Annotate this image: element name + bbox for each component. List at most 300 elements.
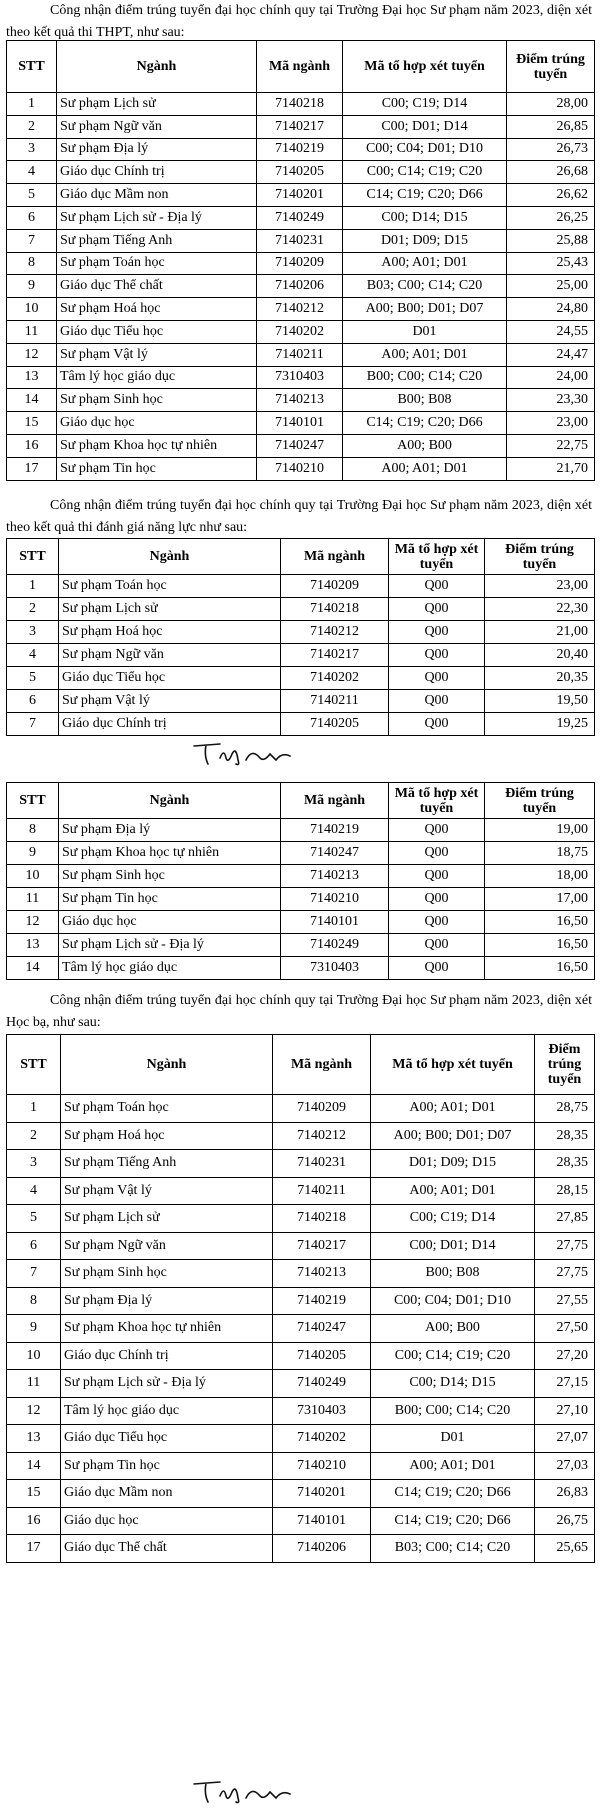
cell-ma-nganh: 7140249 [281, 934, 389, 957]
cell-stt: 10 [7, 1342, 61, 1370]
cell-diem: 26,62 [507, 184, 595, 207]
cell-stt: 1 [7, 93, 57, 116]
table-row [7, 575, 595, 598]
cell-nganh: Sư phạm Toán học [57, 252, 257, 275]
cell-diem: 27,15 [535, 1370, 595, 1398]
cell-stt: 11 [7, 1370, 61, 1398]
cell-stt: 2 [7, 1122, 61, 1150]
cell-ma-nganh: 7140205 [273, 1342, 371, 1370]
cell-ma-nganh: 7140201 [257, 184, 343, 207]
cell-nganh: Sư phạm Sinh học [57, 389, 257, 412]
cell-ma-nganh: 7140213 [273, 1260, 371, 1288]
cell-stt: 11 [7, 888, 59, 911]
cell-stt: 16 [7, 1507, 61, 1535]
header-ma-to-hop: Mã tổ hợp xét tuyển [389, 539, 485, 575]
cell-diem: 28,35 [535, 1150, 595, 1178]
cell-diem: 17,00 [485, 888, 595, 911]
cell-diem: 16,50 [485, 934, 595, 957]
cell-ma-nganh: 7140202 [257, 320, 343, 343]
cell-nganh: Sư phạm Lịch sử - Địa lý [57, 206, 257, 229]
cell-diem: 26,75 [535, 1507, 595, 1535]
cell-stt: 6 [7, 1232, 61, 1260]
cell-ma-to-hop: Q00 [389, 842, 485, 865]
cell-diem: 23,30 [507, 389, 595, 412]
cell-ma-to-hop: C14; C19; C20; D66 [343, 184, 507, 207]
cell-nganh: Sư phạm Sinh học [61, 1260, 273, 1288]
cell-stt: 10 [7, 298, 57, 321]
cell-ma-to-hop: C00; D14; D15 [343, 206, 507, 229]
cell-ma-nganh: 7140218 [257, 93, 343, 116]
cell-ma-to-hop: A00; A01; D01 [343, 343, 507, 366]
cell-diem: 26,85 [507, 115, 595, 138]
table-row [7, 1397, 595, 1425]
table-row [7, 1177, 595, 1205]
cell-diem: 26,73 [507, 138, 595, 161]
cell-stt: 8 [7, 819, 59, 842]
table-row [7, 1480, 595, 1508]
cell-ma-nganh: 7140247 [281, 842, 389, 865]
table-row [7, 1260, 595, 1288]
cell-ma-nganh: 7140219 [273, 1287, 371, 1315]
cell-diem: 19,50 [485, 690, 595, 713]
header-ma-nganh: Mã ngành [281, 539, 389, 575]
table-row [7, 93, 595, 116]
header-diem: Điểm trúng tuyển [507, 41, 595, 93]
cell-ma-nganh: 7140210 [281, 888, 389, 911]
cell-ma-nganh: 7140217 [273, 1232, 371, 1260]
cell-stt: 8 [7, 252, 57, 275]
intro-thpt: Công nhận điểm trúng tuyển đại học chính quy tại Trường Đại học Sư phạm năm 2023, diện xét theo kết quả thi THPT, như sau: [6, 3, 592, 40]
header-stt: STT [7, 783, 59, 819]
cell-diem: 28,75 [535, 1095, 595, 1123]
cell-diem: 19,25 [485, 713, 595, 736]
cell-diem: 24,47 [507, 343, 595, 366]
cell-stt: 4 [7, 161, 57, 184]
cell-diem: 28,35 [535, 1122, 595, 1150]
table-row [7, 275, 595, 298]
cell-ma-nganh: 7140101 [257, 412, 343, 435]
cell-ma-nganh: 7140212 [273, 1122, 371, 1150]
table-row [7, 138, 595, 161]
cell-ma-nganh: 7140217 [281, 644, 389, 667]
cell-diem: 20,35 [485, 667, 595, 690]
cell-nganh: Sư phạm Tiếng Anh [57, 229, 257, 252]
cell-ma-to-hop: C00; C04; D01; D10 [371, 1287, 535, 1315]
cell-ma-nganh: 7140205 [257, 161, 343, 184]
cell-ma-nganh: 7140213 [281, 865, 389, 888]
cell-ma-nganh: 7140212 [257, 298, 343, 321]
cell-nganh: Sư phạm Ngữ văn [59, 644, 281, 667]
cell-ma-to-hop: B03; C00; C14; C20 [371, 1535, 535, 1563]
cell-ma-to-hop: B00; B08 [343, 389, 507, 412]
cell-nganh: Sư phạm Vật lý [59, 690, 281, 713]
cell-nganh: Sư phạm Tin học [61, 1452, 273, 1480]
table-row [7, 621, 595, 644]
cell-ma-to-hop: C00; C19; D14 [371, 1205, 535, 1233]
cell-ma-nganh: 7140231 [273, 1150, 371, 1178]
cell-ma-to-hop: C14; C19; C20; D66 [343, 412, 507, 435]
cell-diem: 25,88 [507, 229, 595, 252]
cell-nganh: Giáo dục Thể chất [61, 1535, 273, 1563]
cell-diem: 27,75 [535, 1232, 595, 1260]
cell-stt: 13 [7, 1425, 61, 1453]
cell-ma-nganh: 7140247 [273, 1315, 371, 1343]
cell-ma-to-hop: Q00 [389, 713, 485, 736]
cell-ma-nganh: 7140206 [273, 1535, 371, 1563]
signature [190, 1776, 300, 1806]
cell-nganh: Sư phạm Ngữ văn [61, 1232, 273, 1260]
cell-diem: 18,75 [485, 842, 595, 865]
cell-ma-to-hop: A00; B00 [371, 1315, 535, 1343]
table-row [7, 343, 595, 366]
cell-stt: 6 [7, 206, 57, 229]
signature [190, 738, 300, 768]
table-row [7, 911, 595, 934]
table-row [7, 667, 595, 690]
cell-stt: 5 [7, 667, 59, 690]
table-row [7, 320, 595, 343]
cell-stt: 14 [7, 1452, 61, 1480]
table-row [7, 1535, 595, 1563]
table-hocba [6, 1034, 595, 1563]
cell-nganh: Sư phạm Hoá học [57, 298, 257, 321]
cell-nganh: Tâm lý học giáo dục [57, 366, 257, 389]
header-diem: Điểm trúng tuyển [485, 539, 595, 575]
cell-diem: 25,43 [507, 252, 595, 275]
cell-ma-to-hop: C00; C14; C19; C20 [371, 1342, 535, 1370]
cell-ma-to-hop: A00; A01; D01 [343, 252, 507, 275]
cell-diem: 24,55 [507, 320, 595, 343]
table-row [7, 412, 595, 435]
cell-diem: 27,75 [535, 1260, 595, 1288]
cell-ma-nganh: 7310403 [257, 366, 343, 389]
intro-hocba: Công nhận điểm trúng tuyển đại học chính quy tại Trường Đại học Sư phạm năm 2023, diện xét Học bạ, như sau: [6, 993, 592, 1030]
cell-diem: 26,83 [535, 1480, 595, 1508]
table-dgnl-continued [6, 782, 595, 980]
table-row [7, 934, 595, 957]
cell-ma-to-hop: C00; D01; D14 [343, 115, 507, 138]
cell-ma-to-hop: B00; C00; C14; C20 [371, 1397, 535, 1425]
cell-stt: 12 [7, 1397, 61, 1425]
cell-diem: 24,00 [507, 366, 595, 389]
cell-diem: 18,00 [485, 865, 595, 888]
cell-ma-nganh: 7140218 [281, 598, 389, 621]
cell-nganh: Sư phạm Lịch sử - Địa lý [61, 1370, 273, 1398]
table-row [7, 865, 595, 888]
cell-stt: 12 [7, 911, 59, 934]
header-ma-to-hop: Mã tổ hợp xét tuyển [343, 41, 507, 93]
table-row [7, 819, 595, 842]
cell-ma-nganh: 7140205 [281, 713, 389, 736]
cell-ma-nganh: 7140209 [281, 575, 389, 598]
cell-nganh: Giáo dục Mầm non [57, 184, 257, 207]
cell-diem: 16,50 [485, 911, 595, 934]
table-row [7, 842, 595, 865]
cell-ma-to-hop: Q00 [389, 865, 485, 888]
table-row [7, 252, 595, 275]
cell-ma-to-hop: D01 [343, 320, 507, 343]
cell-nganh: Sư phạm Hoá học [59, 621, 281, 644]
cell-ma-nganh: 7140210 [273, 1452, 371, 1480]
table-row [7, 1205, 595, 1233]
cell-ma-to-hop: A00; B00 [343, 434, 507, 457]
cell-stt: 14 [7, 389, 57, 412]
cell-ma-to-hop: C14; C19; C20; D66 [371, 1480, 535, 1508]
cell-diem: 27,85 [535, 1205, 595, 1233]
cell-nganh: Giáo dục Chính trị [59, 713, 281, 736]
cell-ma-nganh: 7140217 [257, 115, 343, 138]
cell-ma-to-hop: Q00 [389, 819, 485, 842]
cell-nganh: Sư phạm Địa lý [61, 1287, 273, 1315]
cell-ma-to-hop: Q00 [389, 888, 485, 911]
cell-ma-to-hop: Q00 [389, 575, 485, 598]
cell-diem: 27,10 [535, 1397, 595, 1425]
cell-stt: 9 [7, 1315, 61, 1343]
table-row [7, 1342, 595, 1370]
cell-ma-nganh: 7140211 [281, 690, 389, 713]
cell-ma-nganh: 7140209 [273, 1095, 371, 1123]
cell-stt: 13 [7, 366, 57, 389]
cell-stt: 12 [7, 343, 57, 366]
cell-ma-to-hop: Q00 [389, 667, 485, 690]
cell-nganh: Sư phạm Ngữ văn [57, 115, 257, 138]
header-stt: STT [7, 41, 57, 93]
cell-diem: 22,75 [507, 434, 595, 457]
cell-stt: 2 [7, 115, 57, 138]
table-row [7, 229, 595, 252]
table-row [7, 206, 595, 229]
cell-diem: 26,68 [507, 161, 595, 184]
cell-diem: 25,00 [507, 275, 595, 298]
cell-ma-to-hop: Q00 [389, 690, 485, 713]
cell-ma-to-hop: B00; C00; C14; C20 [343, 366, 507, 389]
cell-stt: 11 [7, 320, 57, 343]
cell-ma-to-hop: Q00 [389, 644, 485, 667]
cell-ma-nganh: 7140231 [257, 229, 343, 252]
cell-diem: 16,50 [485, 957, 595, 980]
cell-nganh: Sư phạm Khoa học tự nhiên [59, 842, 281, 865]
header-diem: Điểm trúng tuyển [535, 1035, 595, 1095]
cell-ma-to-hop: C00; C19; D14 [343, 93, 507, 116]
table-row [7, 1287, 595, 1315]
cell-ma-to-hop: C00; D01; D14 [371, 1232, 535, 1260]
cell-ma-nganh: 7140209 [257, 252, 343, 275]
cell-nganh: Sư phạm Vật lý [57, 343, 257, 366]
cell-diem: 24,80 [507, 298, 595, 321]
cell-stt: 7 [7, 229, 57, 252]
cell-stt: 5 [7, 1205, 61, 1233]
cell-nganh: Sư phạm Tiếng Anh [61, 1150, 273, 1178]
cell-diem: 28,00 [507, 93, 595, 116]
table-row [7, 434, 595, 457]
table-row [7, 957, 595, 980]
table-row [7, 457, 595, 480]
cell-nganh: Sư phạm Địa lý [57, 138, 257, 161]
table-row [7, 644, 595, 667]
cell-ma-to-hop: A00; A01; D01 [371, 1452, 535, 1480]
cell-diem: 27,03 [535, 1452, 595, 1480]
cell-ma-to-hop: A00; B00; D01; D07 [371, 1122, 535, 1150]
table-row [7, 690, 595, 713]
cell-diem: 21,70 [507, 457, 595, 480]
cell-nganh: Sư phạm Lịch sử - Địa lý [59, 934, 281, 957]
cell-ma-to-hop: Q00 [389, 621, 485, 644]
cell-stt: 2 [7, 598, 59, 621]
cell-diem: 21,00 [485, 621, 595, 644]
cell-ma-nganh: 7140202 [273, 1425, 371, 1453]
cell-stt: 17 [7, 457, 57, 480]
header-nganh: Ngành [61, 1035, 273, 1095]
cell-ma-to-hop: D01 [371, 1425, 535, 1453]
cell-ma-to-hop: Q00 [389, 934, 485, 957]
table-row [7, 888, 595, 911]
cell-nganh: Sư phạm Lịch sử [61, 1205, 273, 1233]
cell-nganh: Sư phạm Lịch sử [57, 93, 257, 116]
table-row [7, 598, 595, 621]
cell-nganh: Sư phạm Sinh học [59, 865, 281, 888]
cell-stt: 14 [7, 957, 59, 980]
cell-diem: 19,00 [485, 819, 595, 842]
cell-ma-nganh: 7310403 [273, 1397, 371, 1425]
cell-stt: 3 [7, 138, 57, 161]
table-row [7, 1122, 595, 1150]
table-row [7, 298, 595, 321]
cell-ma-nganh: 7310403 [281, 957, 389, 980]
cell-stt: 6 [7, 690, 59, 713]
cell-ma-nganh: 7140201 [273, 1480, 371, 1508]
cell-ma-nganh: 7140247 [257, 434, 343, 457]
cell-ma-nganh: 7140212 [281, 621, 389, 644]
header-nganh: Ngành [59, 539, 281, 575]
table-row [7, 366, 595, 389]
cell-nganh: Sư phạm Hoá học [61, 1122, 273, 1150]
cell-nganh: Giáo dục Thể chất [57, 275, 257, 298]
cell-stt: 16 [7, 434, 57, 457]
table-thpt [6, 40, 595, 481]
cell-nganh: Sư phạm Toán học [59, 575, 281, 598]
cell-stt: 4 [7, 644, 59, 667]
table-row [7, 1095, 595, 1123]
cell-ma-nganh: 7140101 [281, 911, 389, 934]
table-row [7, 1232, 595, 1260]
cell-stt: 15 [7, 1480, 61, 1508]
cell-nganh: Sư phạm Địa lý [59, 819, 281, 842]
cell-diem: 22,30 [485, 598, 595, 621]
cell-stt: 8 [7, 1287, 61, 1315]
cell-ma-nganh: 7140249 [257, 206, 343, 229]
table-row [7, 184, 595, 207]
header-diem: Điểm trúng tuyển [485, 783, 595, 819]
table-row [7, 1425, 595, 1453]
cell-stt: 7 [7, 1260, 61, 1288]
cell-nganh: Sư phạm Tin học [57, 457, 257, 480]
table-row [7, 161, 595, 184]
cell-stt: 5 [7, 184, 57, 207]
table-row [7, 1507, 595, 1535]
cell-stt: 9 [7, 842, 59, 865]
cell-ma-to-hop: A00; A01; D01 [371, 1177, 535, 1205]
cell-ma-nganh: 7140218 [273, 1205, 371, 1233]
cell-nganh: Tâm lý học giáo dục [59, 957, 281, 980]
cell-nganh: Tâm lý học giáo dục [61, 1397, 273, 1425]
cell-ma-to-hop: Q00 [389, 957, 485, 980]
cell-stt: 10 [7, 865, 59, 888]
intro-dgnl: Công nhận điểm trúng tuyển đại học chính quy tại Trường Đại học Sư phạm năm 2023, diện xét theo kết quả thi đánh giá năng lực như sau: [6, 498, 592, 535]
cell-ma-to-hop: C00; D14; D15 [371, 1370, 535, 1398]
cell-nganh: Sư phạm Vật lý [61, 1177, 273, 1205]
cell-ma-to-hop: C00; C14; C19; C20 [343, 161, 507, 184]
cell-ma-to-hop: Q00 [389, 911, 485, 934]
cell-diem: 27,07 [535, 1425, 595, 1453]
cell-ma-to-hop: C00; C04; D01; D10 [343, 138, 507, 161]
header-stt: STT [7, 1035, 61, 1095]
cell-nganh: Giáo dục học [57, 412, 257, 435]
cell-diem: 23,00 [485, 575, 595, 598]
cell-ma-nganh: 7140211 [273, 1177, 371, 1205]
table-row [7, 1315, 595, 1343]
table-row [7, 713, 595, 736]
cell-stt: 13 [7, 934, 59, 957]
table-row [7, 1150, 595, 1178]
cell-nganh: Giáo dục Mầm non [61, 1480, 273, 1508]
table-dgnl [6, 538, 595, 736]
cell-ma-nganh: 7140249 [273, 1370, 371, 1398]
cell-ma-nganh: 7140206 [257, 275, 343, 298]
cell-ma-to-hop: B03; C00; C14; C20 [343, 275, 507, 298]
cell-nganh: Sư phạm Tin học [59, 888, 281, 911]
cell-nganh: Sư phạm Lịch sử [59, 598, 281, 621]
header-ma-nganh: Mã ngành [281, 783, 389, 819]
cell-nganh: Giáo dục Tiểu học [61, 1425, 273, 1453]
cell-nganh: Giáo dục học [61, 1507, 273, 1535]
cell-nganh: Giáo dục Chính trị [61, 1342, 273, 1370]
table-row [7, 115, 595, 138]
cell-stt: 9 [7, 275, 57, 298]
cell-ma-nganh: 7140213 [257, 389, 343, 412]
cell-nganh: Giáo dục Chính trị [57, 161, 257, 184]
cell-ma-to-hop: D01; D09; D15 [343, 229, 507, 252]
cell-ma-nganh: 7140202 [281, 667, 389, 690]
cell-nganh: Sư phạm Khoa học tự nhiên [61, 1315, 273, 1343]
cell-diem: 27,50 [535, 1315, 595, 1343]
cell-ma-to-hop: C14; C19; C20; D66 [371, 1507, 535, 1535]
table-row [7, 389, 595, 412]
cell-nganh: Giáo dục Tiểu học [59, 667, 281, 690]
cell-nganh: Giáo dục học [59, 911, 281, 934]
cell-stt: 4 [7, 1177, 61, 1205]
header-ma-to-hop: Mã tổ hợp xét tuyển [389, 783, 485, 819]
header-nganh: Ngành [57, 41, 257, 93]
cell-ma-to-hop: A00; A01; D01 [371, 1095, 535, 1123]
table-row [7, 1370, 595, 1398]
cell-nganh: Sư phạm Khoa học tự nhiên [57, 434, 257, 457]
cell-stt: 17 [7, 1535, 61, 1563]
cell-nganh: Giáo dục Tiểu học [57, 320, 257, 343]
cell-ma-nganh: 7140211 [257, 343, 343, 366]
cell-stt: 15 [7, 412, 57, 435]
header-stt: STT [7, 539, 59, 575]
cell-diem: 25,65 [535, 1535, 595, 1563]
cell-stt: 3 [7, 621, 59, 644]
cell-ma-nganh: 7140210 [257, 457, 343, 480]
cell-ma-to-hop: A00; A01; D01 [343, 457, 507, 480]
cell-stt: 1 [7, 1095, 61, 1123]
cell-diem: 27,55 [535, 1287, 595, 1315]
cell-ma-nganh: 7140219 [281, 819, 389, 842]
cell-nganh: Sư phạm Toán học [61, 1095, 273, 1123]
cell-ma-to-hop: D01; D09; D15 [371, 1150, 535, 1178]
cell-stt: 3 [7, 1150, 61, 1178]
